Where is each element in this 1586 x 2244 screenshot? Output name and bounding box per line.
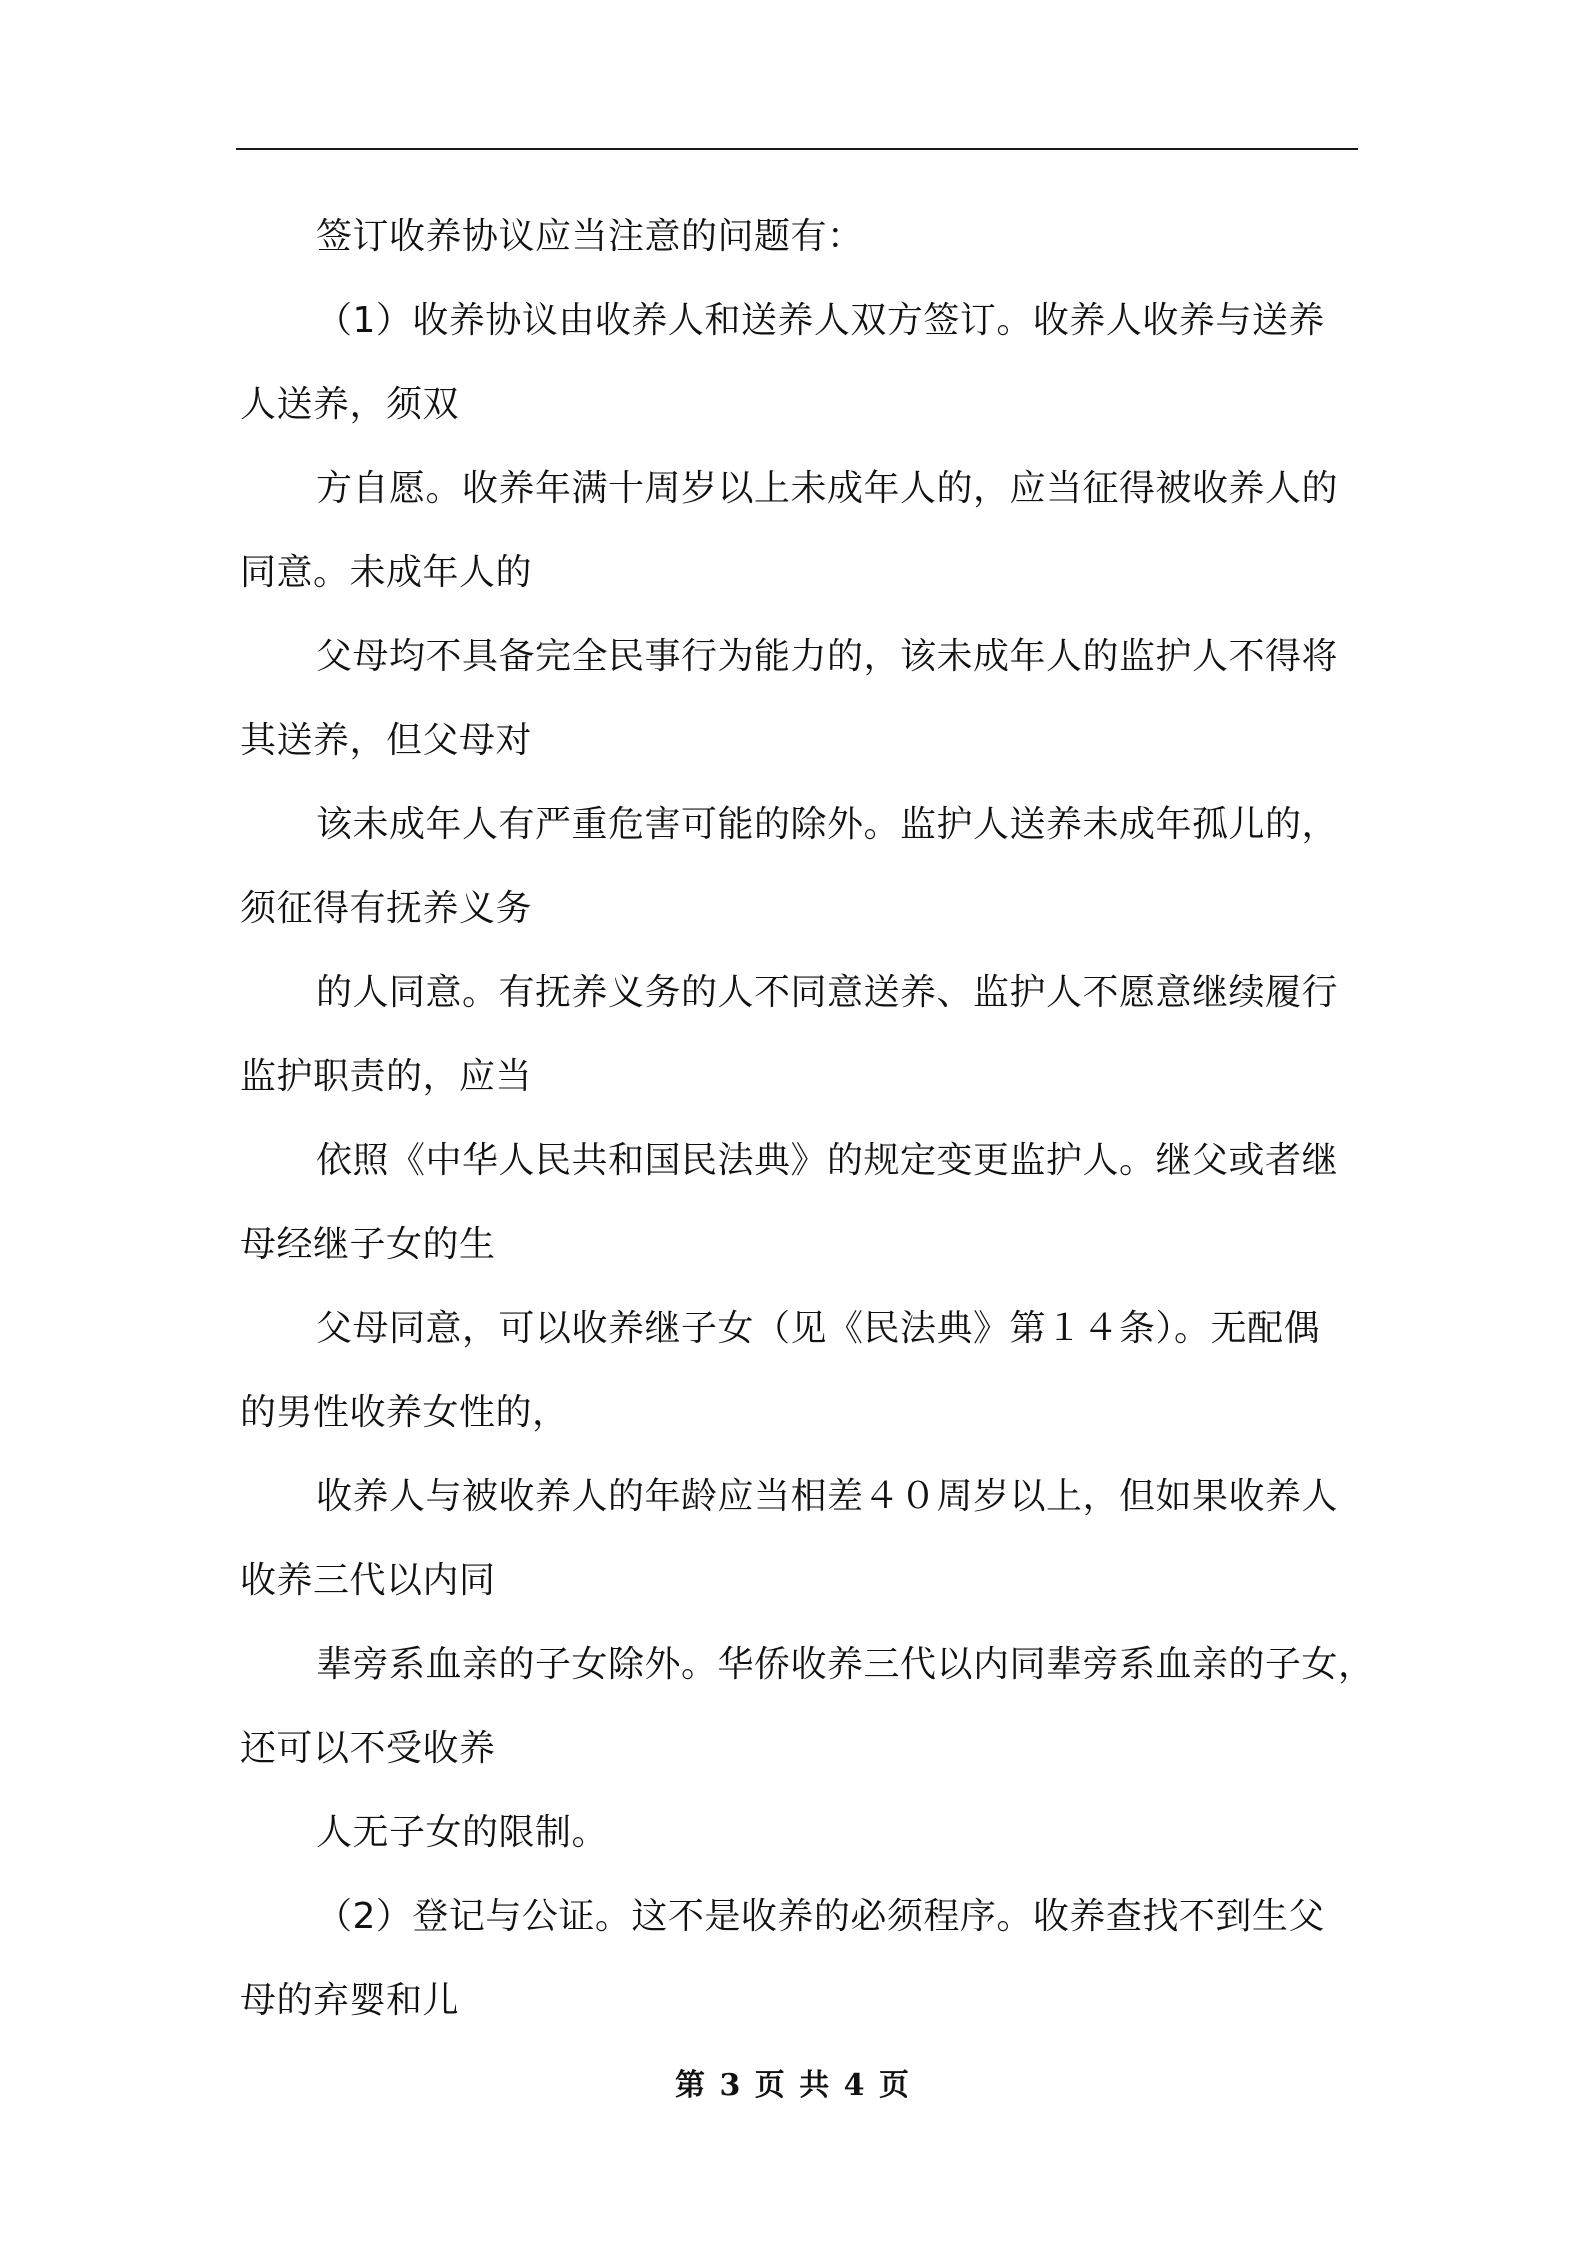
text-line: 该未成年人有严重危害可能的除外。监护人送养未成年孤儿的，	[316, 804, 1339, 845]
document-body	[240, 195, 1375, 2043]
text-line: （2）登记与公证。这不是收养的必须程序。收养查找不到生父	[316, 1896, 1325, 1937]
text-line: 收养三代以内同	[240, 1560, 496, 1601]
text-line: （1）收养协议由收养人和送养人双方签订。收养人收养与送养	[316, 300, 1325, 341]
text-line: 父母同意，可以收养继子女（见《民法典》第１４条）。无配偶	[316, 1308, 1321, 1349]
text-line: 同意。未成年人的	[240, 552, 533, 593]
text-line: 收养人与被收养人的年龄应当相差４０周岁以上，但如果收养人	[316, 1476, 1339, 1517]
text-line: 人无子女的限制。	[316, 1812, 609, 1853]
text-line: 须征得有抚养义务	[240, 888, 533, 929]
text-line: 依照《中华人民共和国民法典》的规定变更监护人。继父或者继	[316, 1140, 1339, 1181]
text-line: 的人同意。有抚养义务的人不同意送养、监护人不愿意继续履行	[316, 972, 1339, 1013]
text-line: 其送养，但父母对	[240, 720, 533, 761]
text-line: 签订收养协议应当注意的问题有：	[316, 216, 864, 257]
text-line: 方自愿。收养年满十周岁以上未成年人的，应当征得被收养人的	[316, 468, 1339, 509]
text-line: 的男性收养女性的，	[240, 1392, 569, 1433]
text-line: 还可以不受收养	[240, 1728, 496, 1769]
text-line: 母的弃婴和儿	[240, 1980, 460, 2021]
page-footer	[0, 2060, 1586, 2104]
header-rule	[236, 148, 1358, 150]
text-line: 母经继子女的生	[240, 1224, 496, 1265]
text-line: 辈旁系血亲的子女除外。华侨收养三代以内同辈旁系血亲的子女，	[316, 1644, 1375, 1685]
text-line: 人送养，须双	[240, 384, 460, 425]
text-line: 父母均不具备完全民事行为能力的，该未成年人的监护人不得将	[316, 636, 1339, 677]
page-number-label: 第 3 页 共 4 页	[675, 2068, 911, 2103]
text-line: 监护职责的，应当	[240, 1056, 533, 1097]
